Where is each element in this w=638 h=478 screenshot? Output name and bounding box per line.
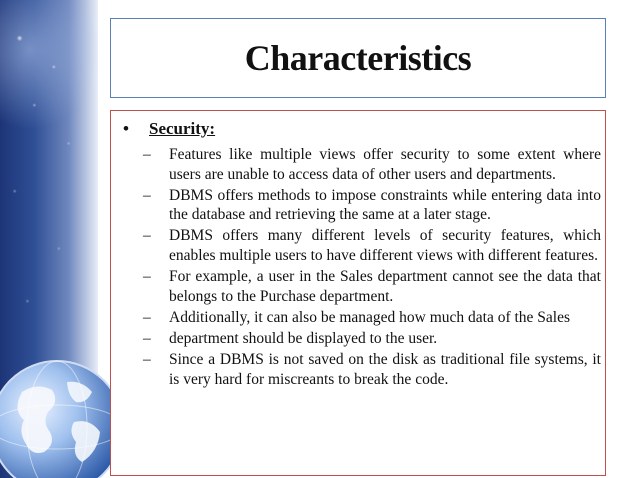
list-item-text: Additionally, it can also be managed how much data of the Sales [169,308,571,326]
dash-symbol: – [143,308,151,326]
list-item [143,145,601,184]
list-item-text: For example, a user in the Sales department cannot see the data that belongs to the Purchase department. [169,268,601,305]
dash-symbol: – [143,227,151,245]
sub-bullet-list [143,145,601,391]
main-bullet [119,119,215,139]
dash-symbol: – [143,146,151,163]
dash-symbol: – [143,186,151,204]
slide-title: Characteristics [244,38,472,78]
list-item [143,267,601,306]
dash-symbol: – [143,329,151,347]
dash-symbol: – [143,350,151,368]
title-box [110,18,606,98]
globe-icon [0,352,128,478]
list-item [143,350,601,389]
bullet-symbol: • [123,119,129,138]
list-item-text: Features like multiple views offer security to some extent where users are unable to access data of other users and departments. [169,146,601,183]
list-item [143,308,601,328]
list-item [143,226,601,265]
list-item [143,186,601,225]
list-item-text: Since a DBMS is not saved on the disk as traditional file systems, it is very hard for miscreants to break the code. [169,350,601,388]
dash-symbol: – [143,268,151,286]
list-item-text: DBMS offers methods to impose constraints while entering data into the database and retrieving the same at a later stage. [169,186,601,224]
list-item-text: department should be displayed to the user. [169,329,438,347]
list-item-text: DBMS offers many different levels of security features, which enables multiple users to have different views with different features. [169,227,601,264]
bullet-label: Security: [149,119,216,138]
content-box [110,110,606,476]
list-item [143,329,601,349]
